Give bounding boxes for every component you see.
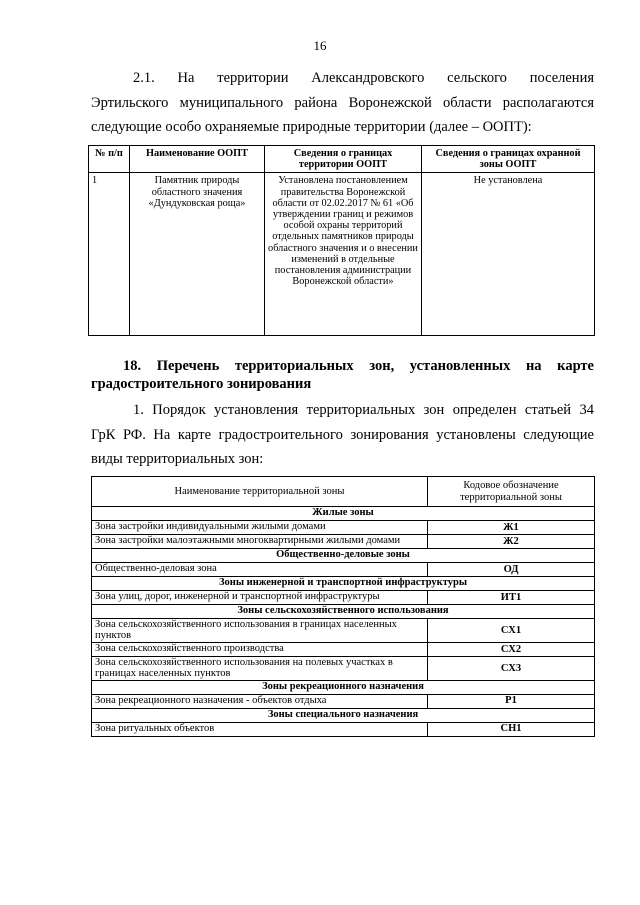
zone-code: ОД	[428, 563, 595, 577]
column-header: Кодовое обозначение территориальной зоны	[428, 477, 595, 507]
zone-name: Общественно-деловая зона	[92, 563, 428, 577]
zone-code: СХ2	[428, 642, 595, 656]
group-row	[92, 605, 595, 619]
paragraph-line: виды территориальных зон:	[91, 451, 264, 467]
heading-line: 18. Перечень территориальных зон, установленных на карте	[123, 358, 594, 374]
group-row	[92, 507, 595, 521]
zone-name: Зона сельскохозяйственного использования на полевых участках в границах населенных пунктов	[92, 656, 428, 680]
column-header: Наименование территориальной зоны	[92, 477, 428, 507]
zone-name: Зона рекреационного назначения - объектов отдыха	[92, 694, 428, 708]
group-title: Зоны специального назначения	[92, 708, 595, 722]
section-paragraph	[91, 398, 594, 472]
zone-name: Зона застройки индивидуальными жилыми домами	[92, 521, 428, 535]
group-row	[92, 549, 595, 563]
zone-code: СХ1	[428, 619, 595, 643]
oopt-table	[88, 145, 595, 336]
table-row	[92, 694, 595, 708]
oopt-boundaries: Установлена постановлением правительства Воронежской области от 02.02.2017 № 61 «Об утверждении границ и режимов особой охраны территорий отдельных памятников природы областного значения и о внесении изменений в отдельные постановления администрации Воронежской области»	[265, 173, 422, 336]
paragraph-line: ГрК РФ. На карте градостроительного зонирования установлены следующие	[91, 426, 594, 443]
zone-name: Зона застройки малоэтажными многоквартирными жилыми домами	[92, 535, 428, 549]
table-row	[92, 521, 595, 535]
group-title: Зоны инженерной и транспортной инфраструктуры	[92, 577, 595, 591]
column-header: № п/п	[89, 146, 130, 173]
column-header: Сведения о границах территории ООПТ	[265, 146, 422, 173]
zone-name: Зона ритуальных объектов	[92, 722, 428, 736]
zone-code: Р1	[428, 694, 595, 708]
zone-name: Зона сельскохозяйственного производства	[92, 642, 428, 656]
zone-code: ИТ1	[428, 591, 595, 605]
heading-line: градостроительного зонирования	[91, 376, 312, 392]
zone-code: Ж1	[428, 521, 595, 535]
group-title: Зоны сельскохозяйственного использования	[92, 605, 595, 619]
table-row	[92, 642, 595, 656]
table-row	[92, 619, 595, 643]
table-header-row	[89, 146, 595, 173]
intro-line: следующие особо охраняемые природные территории (далее – ООПТ):	[91, 119, 532, 135]
group-title: Общественно-деловые зоны	[92, 549, 595, 563]
group-row	[92, 577, 595, 591]
zone-code: СХ3	[428, 656, 595, 680]
zones-table	[91, 476, 595, 737]
table-row	[92, 591, 595, 605]
zone-name: Зона сельскохозяйственного использования в границах населенных пунктов	[92, 619, 428, 643]
table-row	[92, 722, 595, 736]
table-row	[92, 563, 595, 577]
column-header: Наименование ООПТ	[130, 146, 265, 173]
table-header-row	[92, 477, 595, 507]
intro-paragraph	[91, 66, 594, 140]
row-number: 1	[89, 173, 130, 336]
oopt-name: Памятник природы областного значения «Дундуковская роща»	[130, 173, 265, 336]
column-header: Сведения о границах охранной зоны ООПТ	[422, 146, 595, 173]
page-number: 16	[313, 38, 327, 53]
intro-line: Эртильского муниципального района Воронежской области располагаются	[91, 94, 594, 111]
group-row	[92, 680, 595, 694]
group-row	[92, 708, 595, 722]
zone-code: Ж2	[428, 535, 595, 549]
group-title: Зоны рекреационного назначения	[92, 680, 595, 694]
table-row	[92, 535, 595, 549]
zone-code: СН1	[428, 722, 595, 736]
table-row	[89, 173, 595, 336]
table-row	[92, 656, 595, 680]
oopt-buffer-zone: Не установлена	[422, 173, 595, 336]
section-heading	[91, 357, 594, 393]
group-title: Жилые зоны	[92, 507, 595, 521]
zone-name: Зона улиц, дорог, инженерной и транспортной инфраструктуры	[92, 591, 428, 605]
intro-line: 2.1. На территории Александровского сельского поселения	[133, 70, 594, 86]
paragraph-line: 1. Порядок установления территориальных зон определен статьей 34	[133, 402, 594, 418]
